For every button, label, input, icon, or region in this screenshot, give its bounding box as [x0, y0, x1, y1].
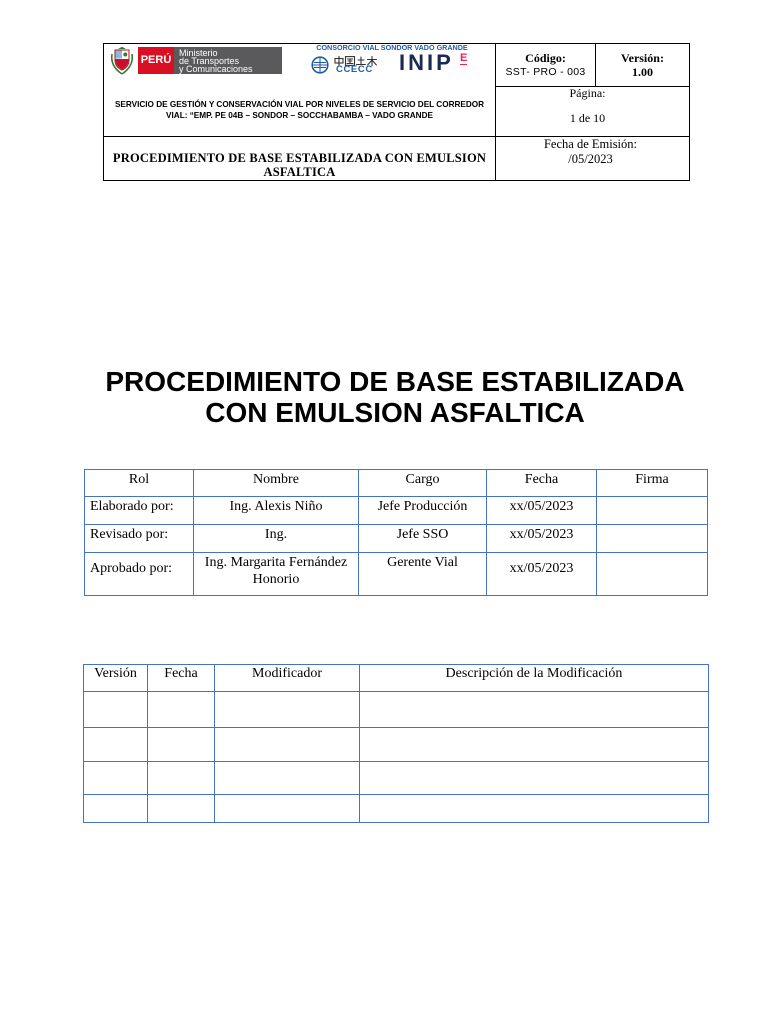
- date-cell: [148, 762, 215, 795]
- version-label: Versión:: [621, 51, 664, 65]
- date-cell: [148, 728, 215, 762]
- service-line: SERVICIO DE GESTIÓN Y CONSERVACIÓN VIAL POR NIVELES DE SERVICIO DEL CORREDOR: [114, 100, 485, 109]
- ccecc-emblem-icon: [311, 56, 329, 74]
- procedure-title-line: PROCEDIMIENTO DE BASE ESTABILIZADA CON EMULSION: [112, 151, 487, 165]
- issue-date-value: /05/2023: [568, 152, 613, 166]
- column-header-fecha: Fecha: [487, 470, 597, 497]
- role-cell: Revisado por:: [85, 525, 194, 553]
- date-cell: xx/05/2023: [487, 553, 597, 596]
- column-header-modificador: Modificador: [215, 665, 360, 692]
- name-cell: Ing. Margarita Fernández Honorio: [194, 553, 359, 596]
- document-header-table: [103, 43, 690, 181]
- date-cell: xx/05/2023: [487, 497, 597, 525]
- approval-table: [84, 469, 708, 596]
- service-line: VIAL: “EMP. PE 04B – SONDOR – SOCCHABAMBA – VADO GRANDE: [166, 111, 433, 120]
- signature-cell: [597, 525, 708, 553]
- table-row: [85, 553, 708, 596]
- column-header-descripcion: Descripción de la Modificación: [360, 665, 709, 692]
- modifier-cell: [215, 692, 360, 728]
- page-label: Página:: [569, 86, 606, 100]
- description-cell: [360, 762, 709, 795]
- modifier-cell: [215, 762, 360, 795]
- ministry-logo-box: [174, 47, 282, 74]
- table-row: [84, 795, 709, 823]
- column-header-rol: Rol: [85, 470, 194, 497]
- document-title: [60, 366, 730, 428]
- document-version-cell: [596, 44, 690, 87]
- document-title-line: PROCEDIMIENTO DE BASE ESTABILIZADA: [105, 366, 685, 397]
- ministry-line: de Transportes: [179, 56, 240, 66]
- revision-header-row: [84, 665, 709, 692]
- inip-logo: INIP: [399, 50, 454, 75]
- procedure-title-cell: [104, 137, 496, 181]
- version-cell: [84, 762, 148, 795]
- column-header-version: Versión: [84, 665, 148, 692]
- column-header-fecha: Fecha: [148, 665, 215, 692]
- column-header-cargo: Cargo: [359, 470, 487, 497]
- approval-header-row: [85, 470, 708, 497]
- logos-cell: [104, 44, 496, 137]
- signature-cell: [597, 553, 708, 596]
- table-row: [84, 692, 709, 728]
- column-header-nombre: Nombre: [194, 470, 359, 497]
- service-description: [104, 99, 495, 121]
- ministry-line: y Comunicaciones: [179, 64, 253, 74]
- version-cell: [84, 692, 148, 728]
- table-row: [84, 728, 709, 762]
- inip-logo-accent: E: [460, 52, 468, 64]
- role-cell: Elaborado por:: [85, 497, 194, 525]
- name-cell: Ing. Alexis Niño: [194, 497, 359, 525]
- version-cell: [84, 795, 148, 823]
- ccecc-logotype: CCECC: [336, 64, 373, 75]
- signature-cell: [597, 497, 708, 525]
- ministry-line: Ministerio: [179, 48, 218, 58]
- position-cell: Jefe Producción: [359, 497, 487, 525]
- modifier-cell: [215, 728, 360, 762]
- issue-date-label: Fecha de Emisión:: [543, 137, 638, 151]
- table-row: [84, 762, 709, 795]
- version-value: 1.00: [632, 65, 653, 79]
- description-cell: [360, 728, 709, 762]
- code-label: Código:: [525, 51, 566, 65]
- peru-coat-of-arms-icon: [109, 46, 135, 75]
- position-cell: Jefe SSO: [359, 525, 487, 553]
- table-row: [85, 525, 708, 553]
- document-code-cell: [496, 44, 596, 87]
- description-cell: [360, 692, 709, 728]
- page-number-cell: [496, 87, 690, 137]
- issue-date-cell: [496, 137, 690, 181]
- peru-logo-box: PERÚ: [138, 47, 174, 74]
- date-cell: xx/05/2023: [487, 525, 597, 553]
- modifier-cell: [215, 795, 360, 823]
- role-cell: Aprobado por:: [85, 553, 194, 596]
- revision-history-table: [83, 664, 709, 823]
- table-row: [85, 497, 708, 525]
- version-cell: [84, 728, 148, 762]
- consortium-name: CONSORCIO VIAL SONDOR VADO GRANDE: [316, 43, 468, 52]
- description-cell: [360, 795, 709, 823]
- logos-area: [104, 44, 495, 136]
- code-value: SST- PRO - 003: [505, 66, 586, 78]
- column-header-firma: Firma: [597, 470, 708, 497]
- position-cell: Gerente Vial: [359, 553, 487, 596]
- date-cell: [148, 795, 215, 823]
- name-cell: Ing.: [194, 525, 359, 553]
- document-title-line: CON EMULSION ASFALTICA: [205, 397, 585, 428]
- date-cell: [148, 692, 215, 728]
- procedure-title-line: ASFALTICA: [263, 165, 336, 179]
- page-value: 1 de 10: [569, 111, 606, 125]
